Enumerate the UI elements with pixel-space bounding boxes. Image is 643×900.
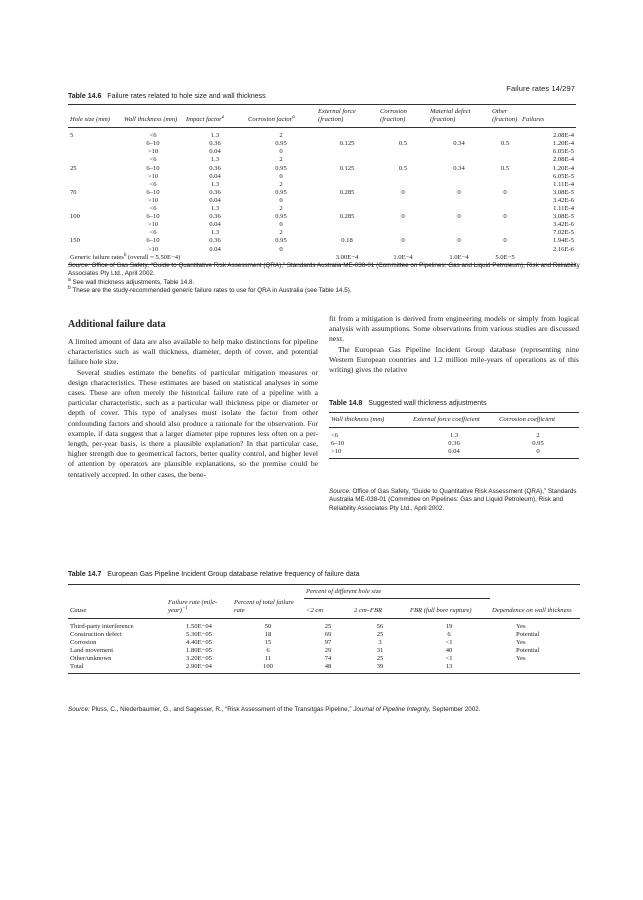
col-failure-rate: Failure rate (mile-year)$^{-1}$ <box>166 599 232 619</box>
table-row: 70 6–10 0.36 0.95 0.285 0 0 0 3.08E-5 <box>70 188 574 196</box>
table-row: <6 1.3 2 1.11E-4 <box>149 180 574 188</box>
paragraph: fit from a mitigation is derived from engineering models or simply from logical analysis with assumptions. Some observations from various studies are discussed next. <box>329 314 579 344</box>
table-row: >10 0.04 0 <box>329 448 579 459</box>
table-14-7-source: Source: Pluss, C., Niederbaumer, G., and Sagesser, R., “Risk Assessment of the Transitgas Pipeline,” Journal of Pipeline Integrity, September 2002. <box>68 706 481 713</box>
table-row: Land movement 1.80E−05 6 29 31 40 Potential <box>70 647 540 655</box>
table-row: >10 0.04 0 3.42E-6 <box>147 196 574 204</box>
col-dependence: Dependence on wall thickness <box>490 599 580 619</box>
table-row: 25 6–10 0.36 0.95 0.125 0.5 0.34 0.5 1.20E-4 <box>70 164 574 172</box>
table-row: Third-party interference 1.50E−04 50 25 56 19 Yes <box>70 622 526 630</box>
col-cause: Cause <box>68 599 166 619</box>
table-14-7-label: Table 14.7 <box>68 571 102 578</box>
col-other: Other (fraction) <box>490 105 520 128</box>
col-external-force-coefficient: External force coefficient <box>411 413 497 428</box>
table-row: Total 2.90E−04 100 48 39 13 <box>68 663 580 674</box>
table-14-6-note-b: $^b$ These are the study-recommended generic failure rates to use for QRA in Australia (see Table 14.5). <box>68 285 352 295</box>
col-lt-2cm: <2 cm <box>304 599 352 619</box>
table-14-6-label: Table 14.6 <box>68 93 102 100</box>
table-row: <6 1.3 2 2.08E-4 <box>149 156 574 164</box>
table-14-6-note-a: $^a$ See wall thickness adjustments, Table 14.8. <box>68 276 195 286</box>
table-row: Corrosion 4.40E−05 15 97 3 <1 Yes <box>70 638 526 646</box>
table-14-7-title: European Gas Pipeline Incident Group database relative frequency of failure data <box>107 571 360 578</box>
running-head: Failure rates 14/297 <box>506 84 575 93</box>
table-14-8-title: Suggested wall thickness adjustments <box>368 400 487 407</box>
hole-size-group-header: Percent of different hole size <box>304 585 490 599</box>
table-row: 150 6–10 0.36 0.95 0.18 0 0 0 1.94E-5 <box>70 237 574 245</box>
table-row: 5 <6 1.3 2 2.08E-4 <box>70 132 574 140</box>
col-corrosion-coefficient: Corrosion coefficient <box>497 413 579 428</box>
section-heading: Additional failure data <box>68 319 166 330</box>
table-14-8-caption <box>329 400 487 407</box>
col-hole-size: Hole size (mm) <box>68 105 122 128</box>
col-wall-thickness: Wall thickness (mm) <box>122 105 184 128</box>
paragraph: The European Gas Pipeline Incident Group database (representing nine Western European countries and 1.2 million mile-years of operations as of this writing) gives the relative <box>329 344 579 375</box>
table-row: 6–10 0.36 0.95 <box>331 440 544 448</box>
col-fbr: FBR (full bore rupture) <box>408 599 490 619</box>
table-row: 6–10 0.36 0.95 0.125 0.5 0.34 0.5 1.20E-4 <box>146 140 574 148</box>
paragraph: Several studies estimate the benefits of particular mitigation measures or design characteristics. These estimates are based on statistical analyses in some cases. These are often merely the historical failure rate of a pipeline with a particular characteristic, such as a particular wall thickness pipe or diameter or depth of cover. This type of analyses must isolate the factor from other confounding factors and should also produce a rationale for the observation. For example, if data suggest that a larger diameter pipe ruptures less often on a per-length, per-year basis, is there a plausible explanation? In that particular case, higher strength due to geometrical factors, better quality control, and higher level of attention by operators are plausible explanations, so the premise could be tentatively accepted. In other cases, the bene- <box>68 367 318 479</box>
table-row: 100 6–10 0.36 0.95 0.285 0 0 0 3.08E-5 <box>70 213 574 221</box>
table-14-8-label: Table 14.8 <box>329 400 363 407</box>
table-14-6-title: Failure rates related to hole size and wall thickness <box>107 93 266 100</box>
paragraph: A limited amount of data are also available to help make distinctions for pipeline characteristics such as wall thickness, diameter, depth of cover, and potential failure hole size. <box>68 337 318 367</box>
table-row: >10 0.04 0 2.16E-6 <box>147 245 574 253</box>
left-column <box>68 337 318 480</box>
col-material-defect: Material defect (fraction) <box>428 105 490 128</box>
table-14-6 <box>68 104 576 265</box>
col-impact-factor: Impact factor$^a$ <box>184 105 246 128</box>
table-14-8-source: Source: Office of Gas Safety, “Guide to Quantitative Risk Assessment (QRA),” Standards Australia ME-038-01 (Committee on Pipelines: Gas and Liquid Petroleum), Risk and Reliability Associates Pty Ltd., April 2002. <box>329 488 577 512</box>
table-row: Construction defect 5.30E−05 18 69 25 6 Potential <box>70 630 540 638</box>
table-14-8 <box>329 412 579 459</box>
col-external-force: External force (fraction) <box>316 105 378 128</box>
table-row: >10 0.04 0 6.05E-5 <box>147 148 574 156</box>
col-percent-total: Percent of total failure rate <box>232 599 304 619</box>
table-row: Other/unknown 3.20E−05 11 74 25 <1 Yes <box>70 655 526 663</box>
right-column <box>329 314 579 375</box>
table-14-6-source: Source: Office of Gas Safety, “Guide to Quantitative Risk Assessment (QRA),” Standards Australia ME-038-01 (Committee on Pipelines: Gas and Liquid Petroleum), Risk and Reliability Associates Pty Ltd., April 2002. <box>68 262 580 278</box>
table-row: <6 1.3 2 <box>331 432 540 440</box>
table-row: <6 1.3 2 7.02E-5 <box>149 229 574 237</box>
col-wall-thickness: Wall thickness (mm) <box>329 413 411 428</box>
table-row: >10 0.04 0 3.42E-6 <box>147 221 574 229</box>
table-14-7 <box>68 584 580 674</box>
table-row: >10 0.04 0 6.05E-5 <box>147 172 574 180</box>
table-14-7-caption <box>68 571 359 578</box>
col-2cm-fbr: 2 cm–FBR <box>352 599 408 619</box>
table-row: <6 1.3 2 1.11E-4 <box>149 205 574 213</box>
table-14-6-notes <box>68 262 580 296</box>
col-corrosion: Corrosion (fraction) <box>378 105 428 128</box>
col-corrosion-factor: Corrosion factor$^a$ <box>246 105 316 128</box>
table-14-6-caption <box>68 93 266 100</box>
col-failures: Failures <box>520 105 576 128</box>
generic-rates-row: Generic failure rates$^b$ (overall = 5.50E−4) 3.00E−4 1.0E−4 1.0E−4 5.0E−5 <box>68 254 576 265</box>
